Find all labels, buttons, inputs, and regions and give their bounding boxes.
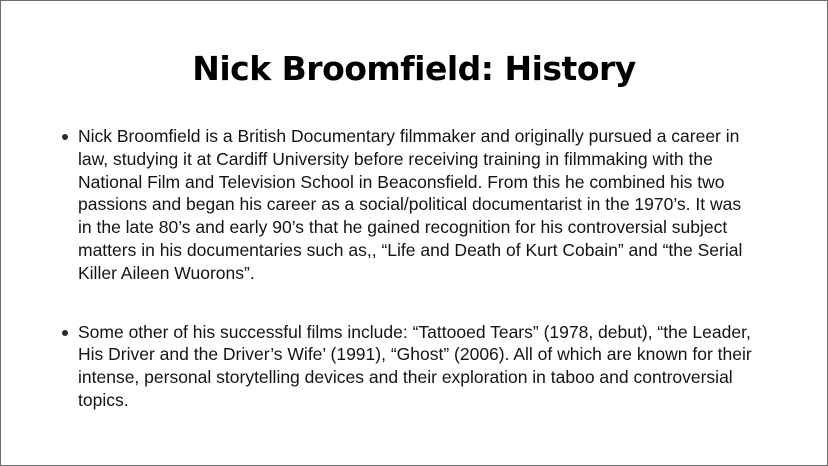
- bullet-dot-icon: [62, 330, 68, 336]
- bullet-item-films: [59, 321, 759, 412]
- slide-title: Nick Broomfield: History: [192, 49, 636, 88]
- bullet-list: [59, 125, 759, 412]
- bullet-text: Nick Broomfield is a British Documentary filmmaker and originally pursued a career in law, studying it at Cardiff University before receiving training in filmmaking with the National Film and Television School in Beaconsfield. From this he combined his two passions and began his career as a social/political documentarist in the 1970’s. It was in the late 80’s and early 90’s that he gained recognition for his controversial subject matters in his documentaries such as,, “Life and Death of Kurt Cobain” and “the Serial Killer Aileen Wuorons”.: [78, 126, 743, 283]
- bullet-item-history: [59, 125, 759, 285]
- bullet-dot-icon: [62, 134, 68, 140]
- bullet-text: Some other of his successful films include: “Tattooed Tears” (1978, debut), “the Leader, His Driver and the Driver’s Wife’ (1991), “Ghost” (2006). All of which are known for their intense, personal storytelling devices and their exploration in taboo and controversial topics.: [78, 321, 752, 410]
